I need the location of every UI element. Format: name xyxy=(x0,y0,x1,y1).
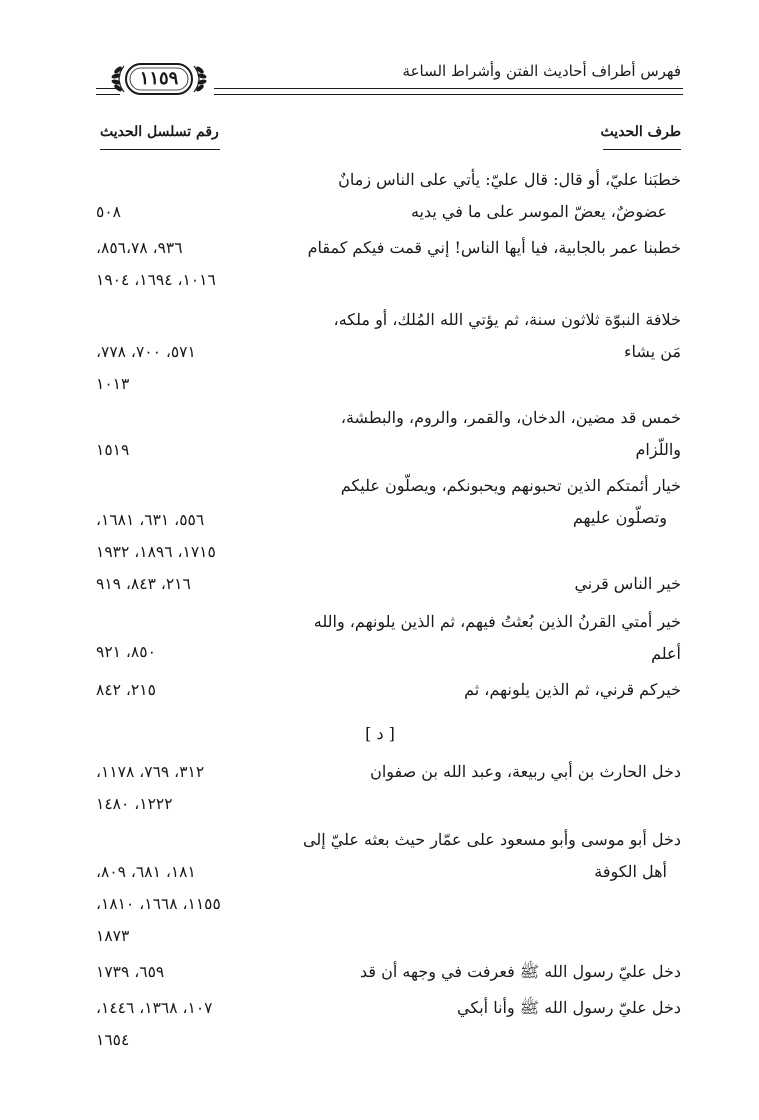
hadith-text-line: عضوضٌ، يعضّ الموسر على ما في يديه xyxy=(410,202,667,221)
serial-numbers xyxy=(96,434,129,466)
serial-numbers xyxy=(96,196,121,228)
hadith-text-line: خير أمتي القرنُ الذين بُعثتُ فيهم، ثم الذين يلونهم، والله xyxy=(313,612,681,631)
serial-numbers xyxy=(96,636,156,668)
hadith-entry xyxy=(370,756,681,788)
hadith-entry xyxy=(457,992,681,1024)
column-heading-serial: رقم تسلسل الحديث xyxy=(100,124,219,140)
hadith-entry xyxy=(314,606,681,670)
hadith-entry xyxy=(308,232,681,264)
serial-number-line: ١١٥٥، ١٦٦٨، ١٨١٠، xyxy=(96,895,221,913)
serial-number-line: ٢١٥، ٨٤٢ xyxy=(96,681,156,699)
hadith-text-line: أعلم xyxy=(651,644,681,663)
serial-number-line: ١٧١٥، ١٨٩٦، ١٩٣٢ xyxy=(96,543,216,561)
serial-numbers xyxy=(96,232,216,296)
serial-number-line: ٥٧١، ٧٠٠، ٧٧٨، xyxy=(96,343,196,361)
hadith-text-line: خيركم قرني، ثم الذين يلونهم، ثم xyxy=(464,680,681,699)
hadith-entry xyxy=(464,674,681,706)
serial-numbers xyxy=(96,336,196,400)
hadith-entry xyxy=(334,304,681,368)
serial-number-line: ١٦٥٤ xyxy=(96,1031,130,1049)
hadith-text-line: دخل أبو موسى وأبو مسعود على عمّار حيث بعثه عليّ إلى xyxy=(303,830,681,849)
serial-numbers xyxy=(96,992,213,1056)
column-heading-serial-underline xyxy=(100,149,220,150)
section-letter-heading: [ د ] xyxy=(365,724,395,743)
serial-number-line: ٣١٢، ٧٦٩، ١١٧٨، xyxy=(96,763,205,781)
hadith-entry xyxy=(360,956,681,988)
serial-number-line: ١٠٧، ١٣٦٨، ١٤٤٦، xyxy=(96,999,213,1017)
serial-number-line: ٥٥٦، ٦٣١، ١٦٨١، xyxy=(96,511,205,529)
serial-number-line: ١٠١٦، ١٦٩٤، ١٩٠٤ xyxy=(96,271,216,289)
serial-number-line: ٦٥٩، ١٧٣٩ xyxy=(96,963,165,981)
hadith-text-line: أهل الكوفة xyxy=(594,862,667,881)
hadith-text-line: خطبنا عمر بالجابية، فيا أيها الناس! إني قمت فيكم كمقام xyxy=(307,238,681,257)
column-heading-hadith-underline xyxy=(603,149,681,150)
header-rule-bottom xyxy=(214,94,683,95)
hadith-text-line: خطبَنا عليّ، أو قال: قال عليّ: يأتي على الناس زمانٌ xyxy=(338,170,681,189)
serial-number-line: ٩٣٦، ٨٥٦،٧٨، xyxy=(96,239,183,257)
serial-number-line: ١٥١٩ xyxy=(96,441,130,459)
serial-number-line: ١٢٢٢، ١٤٨٠ xyxy=(96,795,173,813)
hadith-entry xyxy=(341,470,681,534)
hadith-text-line: خيار أئمتكم الذين تحبونهم ويحبونكم، ويصلّون عليكم xyxy=(340,476,681,495)
hadith-text-line: خمس قد مضين، الدخان، والقمر، والروم، والبطشة، xyxy=(340,408,681,427)
serial-number-line: ٥٠٨ xyxy=(96,203,121,221)
hadith-text-line: دخل عليّ رسول الله ﷺ فعرفت في وجهه أن قد xyxy=(360,962,681,981)
running-title: فهرس أطراف أحاديث الفتن وأشراط الساعة xyxy=(402,62,681,80)
hadith-entry xyxy=(341,402,681,466)
hadith-text-line: دخل الحارث بن أبي ربيعة، وعبد الله بن صفوان xyxy=(370,762,681,781)
hadith-text-line: مَن يشاء xyxy=(624,342,681,361)
hadith-entry xyxy=(574,568,681,600)
serial-numbers xyxy=(96,756,204,820)
header-rule-top xyxy=(214,88,683,89)
hadith-text-line: وتصلّون عليهم xyxy=(572,508,667,527)
hadith-entry xyxy=(338,164,681,228)
hadith-entry xyxy=(303,824,681,888)
hadith-text-line: خلافة النبوّة ثلاثون سنة، ثم يؤتي الله المُلك، أو ملكه، xyxy=(333,310,681,329)
hadith-text-line: دخل عليّ رسول الله ﷺ وأنا أبكي xyxy=(457,998,681,1017)
serial-numbers xyxy=(96,856,221,952)
serial-number-line: ١٨٧٣ xyxy=(96,927,130,945)
serial-number-line: ٢١٦، ٨٤٣، ٩١٩ xyxy=(96,575,191,593)
column-heading-hadith: طرف الحديث xyxy=(600,124,681,140)
page-number: ١١٥٩ xyxy=(139,68,179,89)
hadith-text-line: واللّزام xyxy=(635,440,681,459)
hadith-text-line: خير الناس قرني xyxy=(574,574,681,593)
serial-number-line: ١٨١، ٦٨١، ٨٠٩، xyxy=(96,863,196,881)
serial-number-line: ٨٥٠، ٩٢١ xyxy=(96,643,156,661)
serial-numbers xyxy=(96,956,164,988)
serial-number-line: ١٠١٣ xyxy=(96,375,130,393)
serial-numbers xyxy=(96,674,156,706)
serial-numbers xyxy=(96,504,216,568)
serial-numbers xyxy=(96,568,191,600)
